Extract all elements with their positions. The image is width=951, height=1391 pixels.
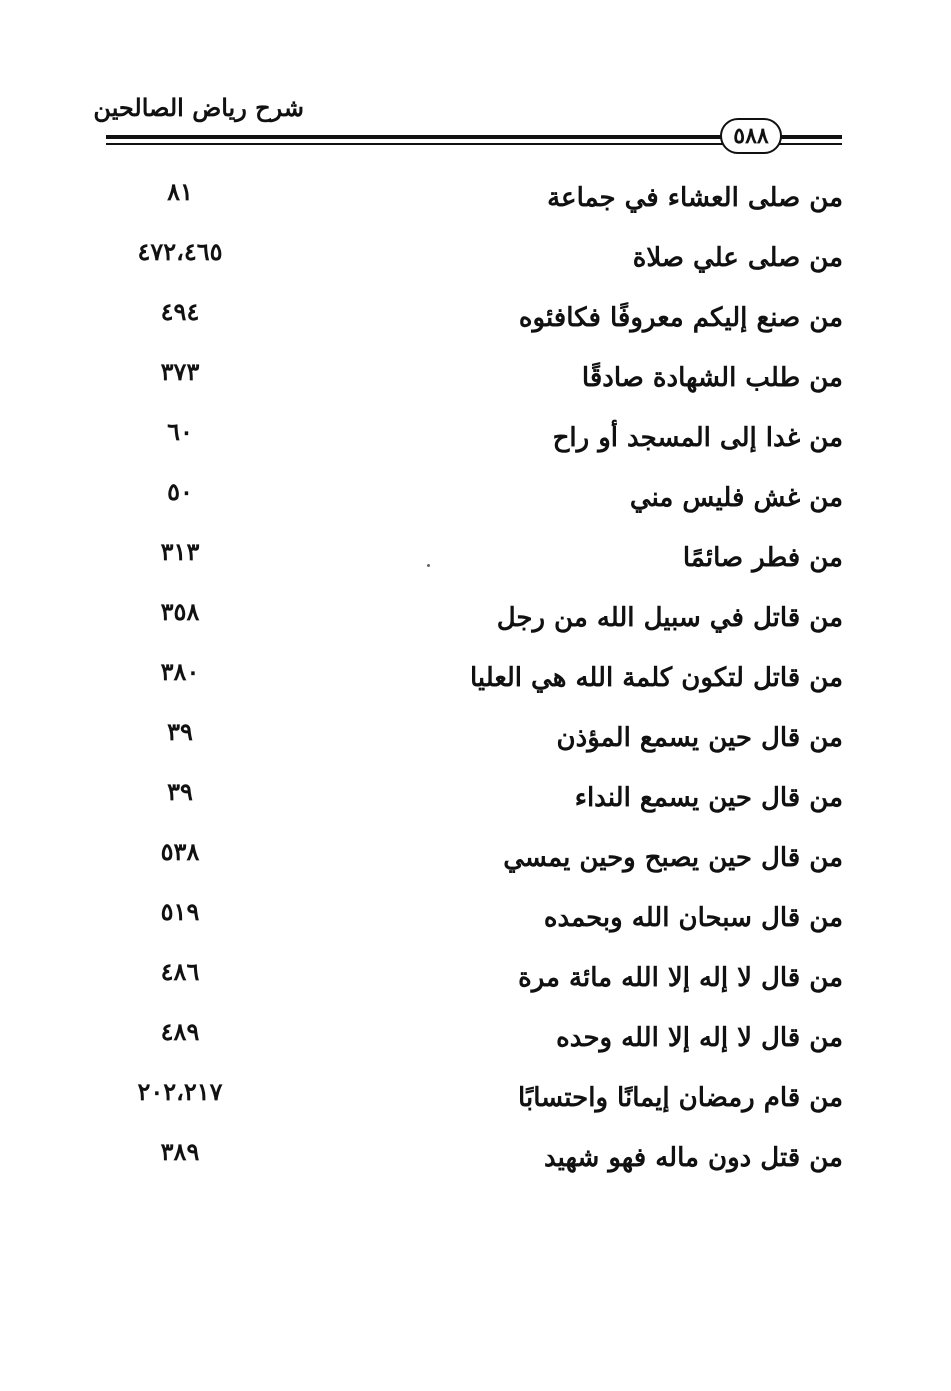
hadith-phrase: من قال سبحان الله وبحمده — [543, 903, 843, 933]
index-entry — [0, 470, 951, 530]
page-references: ٣٥٨ — [160, 597, 200, 626]
index-entry — [0, 1130, 951, 1190]
page-references: ٦٠ — [167, 417, 193, 446]
page-references: ٤٨٩ — [160, 1017, 200, 1046]
index-entry — [0, 1070, 951, 1130]
page-number: ٥٨٨ — [733, 123, 769, 149]
index-entry — [0, 590, 951, 650]
index-entry — [0, 410, 951, 470]
scan-speck — [427, 564, 430, 567]
hadith-phrase: من غش فليس مني — [629, 483, 843, 513]
index-entry — [0, 770, 951, 830]
hadith-phrase: من قام رمضان إيمانًا واحتسابًا — [518, 1083, 843, 1113]
index-entry — [0, 230, 951, 290]
page-references: ٢٠٢،٢١٧ — [137, 1077, 223, 1106]
hadith-phrase: من غدا إلى المسجد أو راح — [552, 423, 843, 453]
hadith-phrase: من قال حين يسمع النداء — [574, 783, 843, 813]
hadith-phrase: من قاتل لتكون كلمة الله هي العليا — [469, 663, 843, 693]
index-entry — [0, 710, 951, 770]
page-references: ٥٣٨ — [160, 837, 200, 866]
page-references: ٣٨٩ — [160, 1137, 200, 1166]
hadith-phrase: من قال حين يصبح وحين يمسي — [503, 843, 843, 873]
page-references: ٣٨٠ — [160, 657, 200, 686]
page-references: ٥٠ — [167, 477, 193, 506]
hadith-phrase: من فطر صائمًا — [682, 543, 843, 573]
hadith-phrase: من قتل دون ماله فهو شهيد — [544, 1143, 843, 1173]
index-entry — [0, 350, 951, 410]
page-references: ٤٧٢،٤٦٥ — [137, 237, 223, 266]
page-references: ٤٨٦ — [160, 957, 200, 986]
hadith-phrase: من قاتل في سبيل الله من رجل — [496, 603, 843, 633]
hadith-phrase: من طلب الشهادة صادقًا — [581, 363, 843, 393]
index-entry — [0, 890, 951, 950]
index-entry — [0, 650, 951, 710]
page-references: ٨١ — [167, 177, 193, 206]
page-references: ٥١٩ — [160, 897, 200, 926]
page-references: ٣٩ — [167, 777, 193, 806]
index-entry — [0, 1010, 951, 1070]
hadith-phrase: من قال حين يسمع المؤذن — [556, 723, 843, 753]
page-number-badge — [720, 118, 782, 154]
page-references: ٤٩٤ — [160, 297, 200, 326]
page-references: ٣١٣ — [160, 537, 200, 566]
page-references: ٣٩ — [167, 717, 193, 746]
index-entries-list — [0, 170, 951, 1190]
page-references: ٣٧٣ — [160, 357, 200, 386]
running-header-title: شرح رياض الصالحين — [93, 93, 304, 122]
hadith-phrase: من قال لا إله إلا الله وحده — [556, 1023, 843, 1053]
hadith-phrase: من قال لا إله إلا الله مائة مرة — [518, 963, 843, 993]
index-entry — [0, 830, 951, 890]
index-entry — [0, 290, 951, 350]
index-entry — [0, 170, 951, 230]
hadith-phrase: من صلى علي صلاة — [632, 243, 843, 273]
hadith-phrase: من صنع إليكم معروفًا فكافئوه — [518, 303, 843, 333]
index-entry — [0, 530, 951, 590]
index-entry — [0, 950, 951, 1010]
hadith-phrase: من صلى العشاء في جماعة — [547, 183, 843, 213]
